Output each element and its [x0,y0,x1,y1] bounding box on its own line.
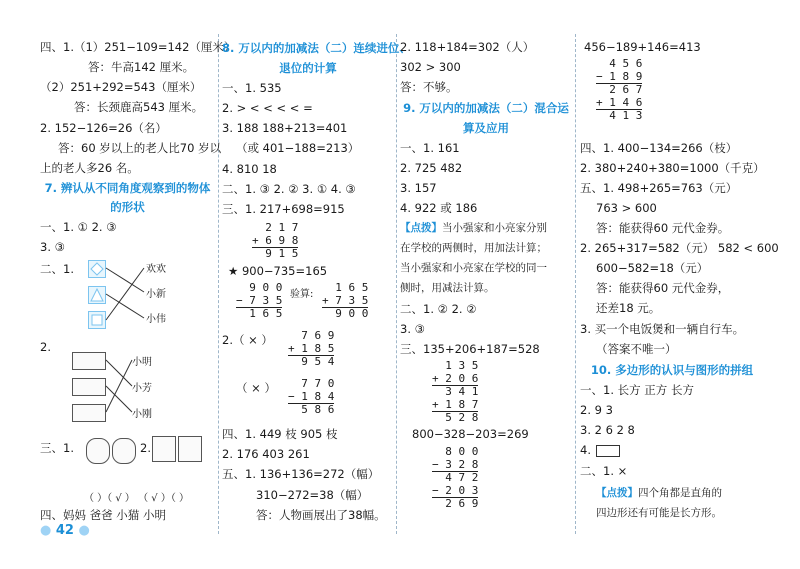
answer-line: 五、1. 498+265=763（元） [580,181,738,195]
answer-line: 2. 118+184=302（人） [400,40,535,54]
hint-line: 侧时，用减法计算。 [400,282,495,294]
answer-line: 302 > 300 [400,60,461,74]
answer-line: 4. [580,443,591,457]
people-view-icon [152,436,176,462]
name-label: 欢欢 [146,264,166,275]
answer-line: 2. [140,441,151,455]
hint-line: 在学校的两侧时，用加法计算； [400,242,547,254]
hint-line: 【点拨】当小强家和小亮家分别 [400,222,547,234]
section-title: 9. 万以内的加减法（二）混合运 [403,101,569,115]
answer-line: 答：长颈鹿高543 厘米。 [74,100,204,114]
answer-line: 三、1. 217+698=915 [222,202,345,216]
truck-back-icon [72,378,106,396]
people-view-icon [178,436,202,462]
answer-line: 310−272=38（幅） [256,488,369,502]
answer-line: 还差18 元。 [596,301,661,315]
vertical-calculation: 2 1 7 + 6 9 8 9 1 5 [252,221,299,260]
answer-line: 763 > 600 [596,201,657,215]
hint-line: 【点拨】四个角都是直角的 [596,487,722,499]
child-figure-icon [112,438,136,464]
answer-line: 答：不够。 [400,80,458,94]
answer-line: （ × ） [236,381,276,395]
answer-line: 2. 380+240+380=1000（千克） [580,161,765,175]
answer-line: 456−189+146=413 [584,40,701,54]
answer-line: 三、1. [40,441,74,455]
section-title: 8. 万以内的加减法（二）连续进位、 [222,41,411,55]
answer-line: 一、1. 长方 正方 长方 [580,383,694,397]
section-title: 10. 多边形的认识与图形的拼组 [590,363,754,377]
answer-line: 上的老人多26 名。 [40,161,139,175]
answer-line: 2. 176 403 261 [222,447,310,461]
hint-line: 当小强家和小亮家在学校的同一 [400,262,547,274]
section-title: 算及应用 [463,121,509,135]
answer-line: 2. 265+317=582（元） 582 < 600 [580,241,779,255]
answer-line: 3. 买一个电饭煲和一辆自行车。 [580,322,745,336]
section-title: 的形状 [110,200,145,214]
vertical-calculation: 9 0 0 − 7 3 5 1 6 5 [236,281,283,320]
vertical-calculation: 8 0 0 − 3 2 8 4 7 2 − 2 0 3 2 6 9 [432,445,479,510]
answer-line: 一、1. 161 [400,141,460,155]
section-title: 7. 辨认从不同角度观察到的物体 [44,181,211,195]
name-label: 小新 [146,289,166,300]
answer-line: （答案不唯一） [596,342,677,356]
answer-line: 二、1. [40,262,74,276]
hint-label: 【点拨】 [596,487,638,499]
answer-line: 五、1. 136+136=272（幅） [222,467,380,481]
vertical-calculation: 1 6 5 + 7 3 5 9 0 0 [322,281,369,320]
answer-line: 答：能获得60 元代金券， [596,281,730,295]
answer-line: 二、1. ③ 2. ② 3. ① 4. ③ [222,182,356,196]
answer-line: 二、1. ② 2. ② [400,302,477,316]
child-figure-icon [86,438,110,464]
answer-line: 一、1. 535 [222,81,282,95]
answer-line: 答：牛高142 厘米。 [88,60,195,74]
answer-line: （或 401−188=213） [236,141,360,155]
section-title: 退位的计算 [279,61,337,75]
answer-line: 答：能获得60 元代金券。 [596,221,730,235]
check-label: 验算: [290,289,314,300]
answer-line: 2. 725 482 [400,161,463,175]
answer-line: 3. 188 188+213=401 [222,121,348,135]
truck-side-icon [72,352,106,370]
answer-line: 2. [40,340,51,354]
answer-line: 四、1. 449 枝 905 枝 [222,427,338,441]
answer-line: 四、妈妈 爸爸 小猫 小明 [40,508,166,522]
hint-label: 【点拨】 [400,222,442,234]
vertical-calculation: 7 7 0 − 1 8 4 5 8 6 [288,377,335,416]
answer-line: 600−582=18（元） [596,261,709,275]
vertical-calculation: 4 5 6 − 1 8 9 2 6 7 + 1 4 6 4 1 3 [596,57,643,122]
answer-line: （2）251+292=543（厘米） [40,80,202,94]
truck-front-icon [72,404,106,422]
answer-line: 3. 157 [400,181,437,195]
answer-line: 2. 9 3 [580,403,613,417]
answer-line: 3. ③ [400,322,425,336]
column-divider [218,34,219,534]
matching-lines [104,262,148,328]
answer-line: 4. 810 18 [222,162,277,176]
answer-line: 800−328−203=269 [412,427,529,441]
hint-line: 四边形还有可能是长方形。 [596,507,722,519]
column-divider [575,34,576,534]
answer-line: 2. > < < < < = [222,101,313,115]
answer-line: 四、1. 400−134=266（枝） [580,141,738,155]
answer-line: 3. ③ [40,240,65,254]
name-label: 小伟 [146,314,166,325]
name-label: 小刚 [132,409,152,420]
matching-lines [104,356,134,418]
answer-line: 答：人物画展出了38幅。 [256,508,386,522]
answer-line: 一、1. ① 2. ③ [40,220,117,234]
rectangle-drawing-icon [596,445,620,457]
answer-line: 4. 922 或 186 [400,201,478,215]
answer-line: ★ 900−735=165 [228,264,328,278]
answer-line: 二、1. × [580,464,628,478]
answer-line: 答：60 岁以上的老人比70 岁以 [58,141,222,155]
answer-line: 2. 152−126=26（名） [40,121,167,135]
column-divider [396,34,397,534]
answer-line: 三、135+206+187=528 [400,342,540,356]
name-label: 小芳 [132,383,152,394]
answer-line: 3. 2 6 2 8 [580,423,635,437]
answer-line: 四、1.（1）251−109=142（厘米） [40,40,236,54]
answer-marks: （ ）（ √ ） （ √ ）（ ） [84,493,189,504]
page-number: ● 42 ● [40,523,90,538]
vertical-calculation: 1 3 5 + 2 0 6 3 4 1 + 1 8 7 5 2 8 [432,359,479,424]
vertical-calculation: 7 6 9 + 1 8 5 9 5 4 [288,329,335,368]
name-label: 小明 [132,357,152,368]
answer-line: 2.（ × ） [222,333,273,347]
